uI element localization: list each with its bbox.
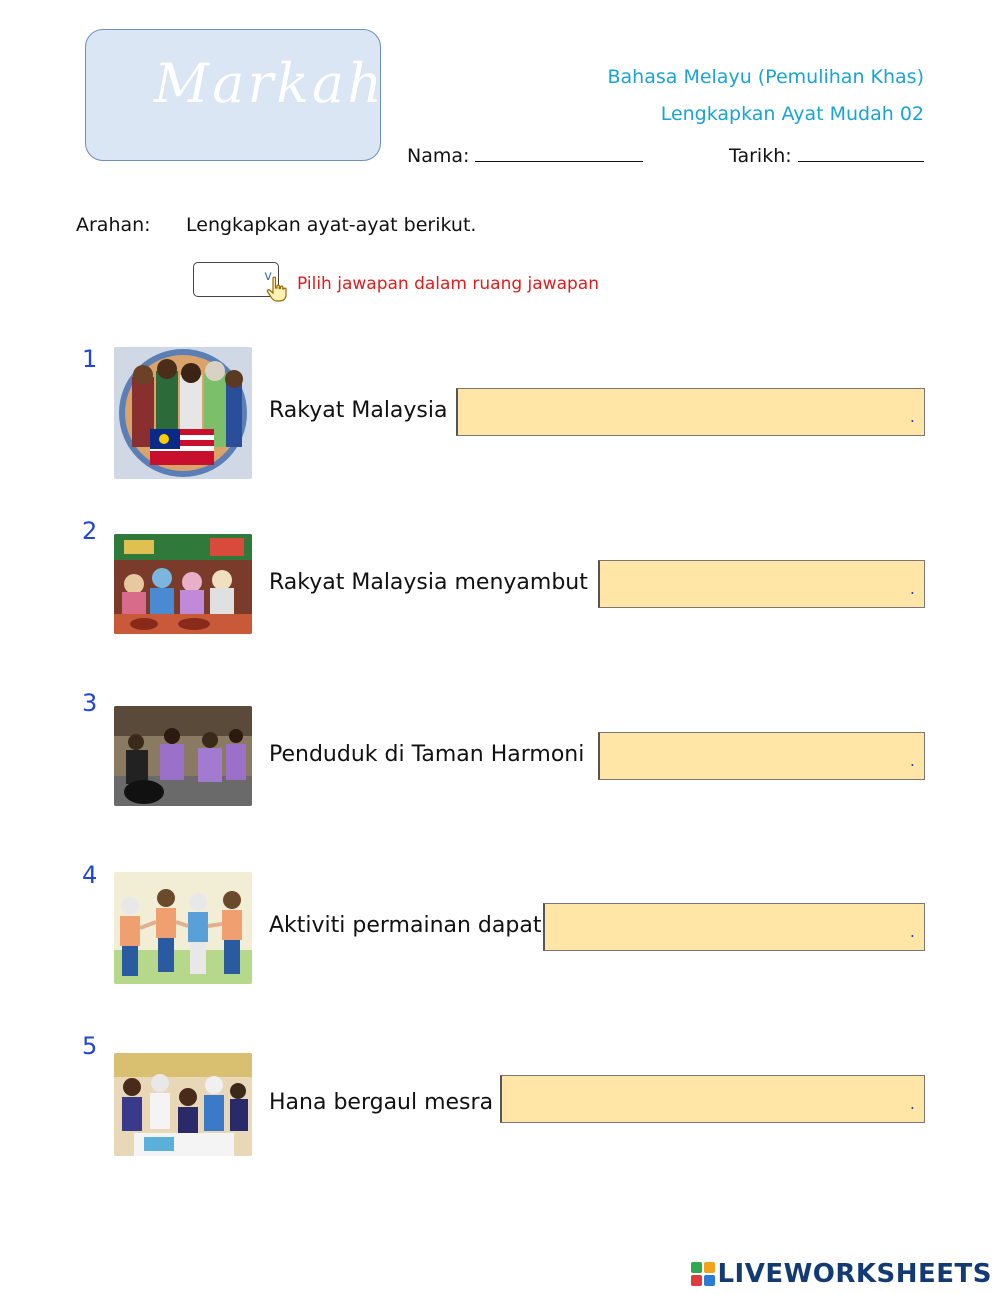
instruction-text: Lengkapkan ayat-ayat berikut. <box>186 214 477 236</box>
liveworksheets-logo-icon <box>691 1262 715 1286</box>
celebration-picture <box>114 534 252 634</box>
answer-dropdown[interactable] <box>500 1075 925 1123</box>
hint-text: Pilih jawapan dalam ruang jawapan <box>297 274 599 294</box>
answer-dropdown[interactable] <box>598 732 925 780</box>
question-image <box>114 534 252 634</box>
name-field <box>407 141 643 167</box>
question-image <box>114 347 252 479</box>
answer-dropdown[interactable] <box>456 388 925 436</box>
score-box <box>85 29 385 161</box>
question-number: 4 <box>82 861 98 889</box>
name-label: Nama: <box>407 145 470 167</box>
students-picture <box>114 1053 252 1156</box>
question-image <box>114 706 252 806</box>
sentence-end: . <box>909 922 915 941</box>
question-number: 5 <box>82 1032 98 1060</box>
children-playing-picture <box>114 872 252 984</box>
answer-dropdown[interactable] <box>543 903 925 951</box>
question-text: Rakyat Malaysia menyambut <box>269 570 588 595</box>
question-text: Hana bergaul mesra <box>269 1090 494 1115</box>
question-image <box>114 872 252 984</box>
name-blank <box>475 141 643 162</box>
chevron-down-icon: v <box>264 269 272 284</box>
date-label: Tarikh: <box>729 145 792 167</box>
question-number: 2 <box>82 517 98 545</box>
brand-logo-group <box>691 1258 992 1290</box>
community-cleanup-picture <box>114 706 252 806</box>
question-number: 3 <box>82 689 98 717</box>
brand-name: LIVEWORKSHEETS <box>717 1259 992 1289</box>
answer-dropdown[interactable] <box>598 560 925 608</box>
question-image <box>114 1053 252 1156</box>
date-field <box>729 141 924 167</box>
sentence-end: . <box>909 407 915 426</box>
date-blank <box>798 141 924 162</box>
instruction-label: Arahan: <box>76 214 151 236</box>
question-text: Aktiviti permainan dapat <box>269 913 542 938</box>
question-text: Rakyat Malaysia <box>269 398 448 423</box>
hand-pointer-icon <box>266 276 288 302</box>
question-number: 1 <box>82 345 98 373</box>
people-with-flag-picture <box>114 347 252 479</box>
subject-title: Bahasa Melayu (Pemulihan Khas) <box>607 66 924 88</box>
sentence-end: . <box>909 1094 915 1113</box>
score-label: Markah <box>154 52 385 115</box>
sentence-end: . <box>909 579 915 598</box>
sentence-end: . <box>909 751 915 770</box>
question-text: Penduduk di Taman Harmoni <box>269 742 585 767</box>
worksheet-title: Lengkapkan Ayat Mudah 02 <box>660 103 924 125</box>
